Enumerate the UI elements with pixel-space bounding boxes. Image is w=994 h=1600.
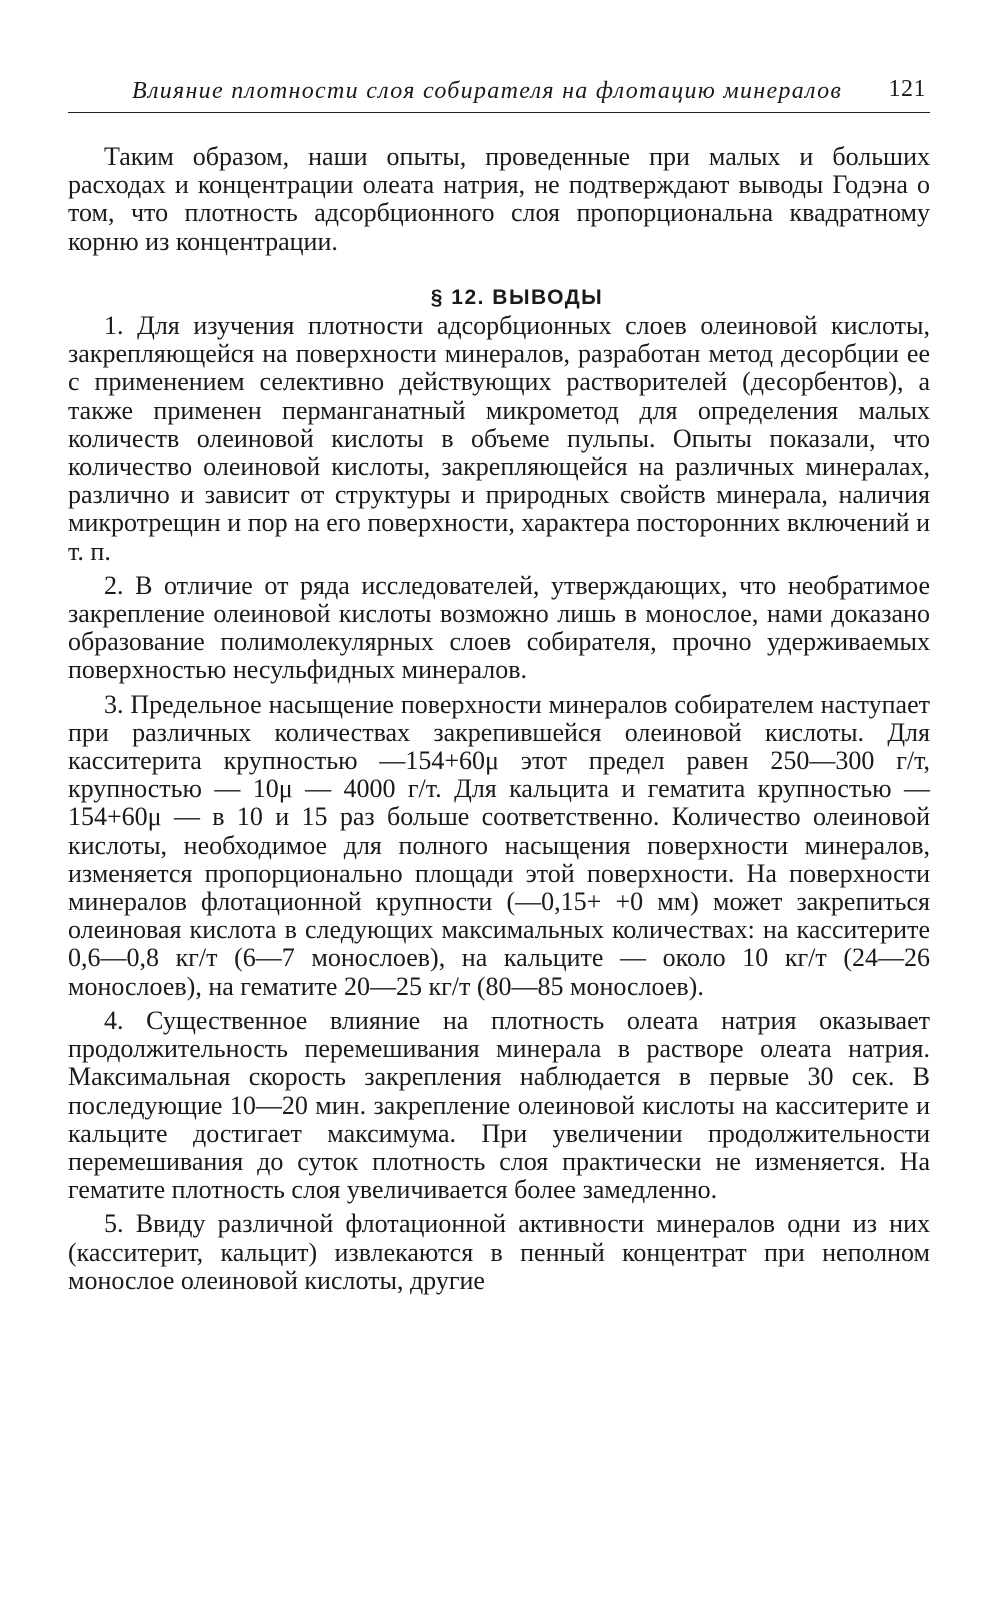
section-heading: § 12. ВЫВОДЫ <box>430 285 604 309</box>
intro-paragraph: Таким образом, наши опыты, проведенные при малых и больших расходах и концентрации олеата натрия, не подтверждают выводы Годэна о том, что плотность адсорбционного слоя пропорциональна квадратному корню из концентрации. <box>68 142 930 256</box>
conclusion-item-4: 4. Существенное влияние на плотность олеата натрия оказывает продолжительность перемешивания минерала в растворе олеата натрия. Максимальная скорость закрепления наблюдается в первые 30 сек. В последующие 10—20 мин. закрепление олеиновой кислоты на касситерите и кальците достигает максимума. При увеличении продолжительности перемешивания до суток плотность слоя практически не изменяется. На гематите плотность слоя увеличивается более замедленно. <box>68 1005 930 1205</box>
running-title: Влияние плотности слоя собирателя на флотацию минералов <box>132 78 843 104</box>
page-number: 121 <box>888 76 926 102</box>
body-text <box>68 143 930 1295</box>
book-page <box>68 64 930 1564</box>
running-header <box>68 64 930 113</box>
conclusion-item-5: 5. Ввиду различной флотационной активности минералов одни из них (касситерит, кальцит) извлекаются в пенный концентрат при неполном монослое олеиновой кислоты, другие <box>68 1209 930 1295</box>
conclusion-item-2: 2. В отличие от ряда исследователей, утверждающих, что необратимое закрепление олеиновой кислоты возможно лишь в монослое, нами доказано образование полимолекулярных слоев собирателя, прочно удерживаемых поверхностью несульфидных минералов. <box>68 570 930 685</box>
conclusion-item-1: 1. Для изучения плотности адсорбционных слоев олеиновой кислоты, закрепляющейся на поверхности минералов, разработан метод десорбции ее с применением селективно действующих растворителей (десорбентов), а также применен перманганатный микрометод для определения малых количеств олеиновой кислоты в объеме пульпы. Опыты показали, что количество олеиновой кислоты, закрепляющейся на различных минералах, различно и зависит от структуры и природных свойств минерала, наличия микротрещин и пор на его поверхности, характера посторонних включений и т. п. <box>68 311 930 566</box>
conclusion-item-3: 3. Предельное насыщение поверхности минералов собирателем наступает при различных количествах закрепившейся олеиновой кислоты. Для касситерита крупностью —154+60μ этот предел равен 250—300 г/т, крупностью — 10μ — 4000 г/т. Для кальцита и гематита крупностью —154+60μ — в 10 и 15 раз больше соответственно. Количество олеиновой кислоты, необходимое для полного насыщения поверхности минералов, изменяется пропорционально площади этой поверхности. На поверхности минералов флотационной крупности (—0,15+ +0 мм) может закрепиться олеиновая кислота в следующих максимальных количествах: на касситерите 0,6—0,8 кг/т (6—7 монослоев), на кальците — около 10 кг/т (24—26 монослоев), на гематите 20—25 кг/т (80—85 монослоев). <box>68 689 930 1001</box>
